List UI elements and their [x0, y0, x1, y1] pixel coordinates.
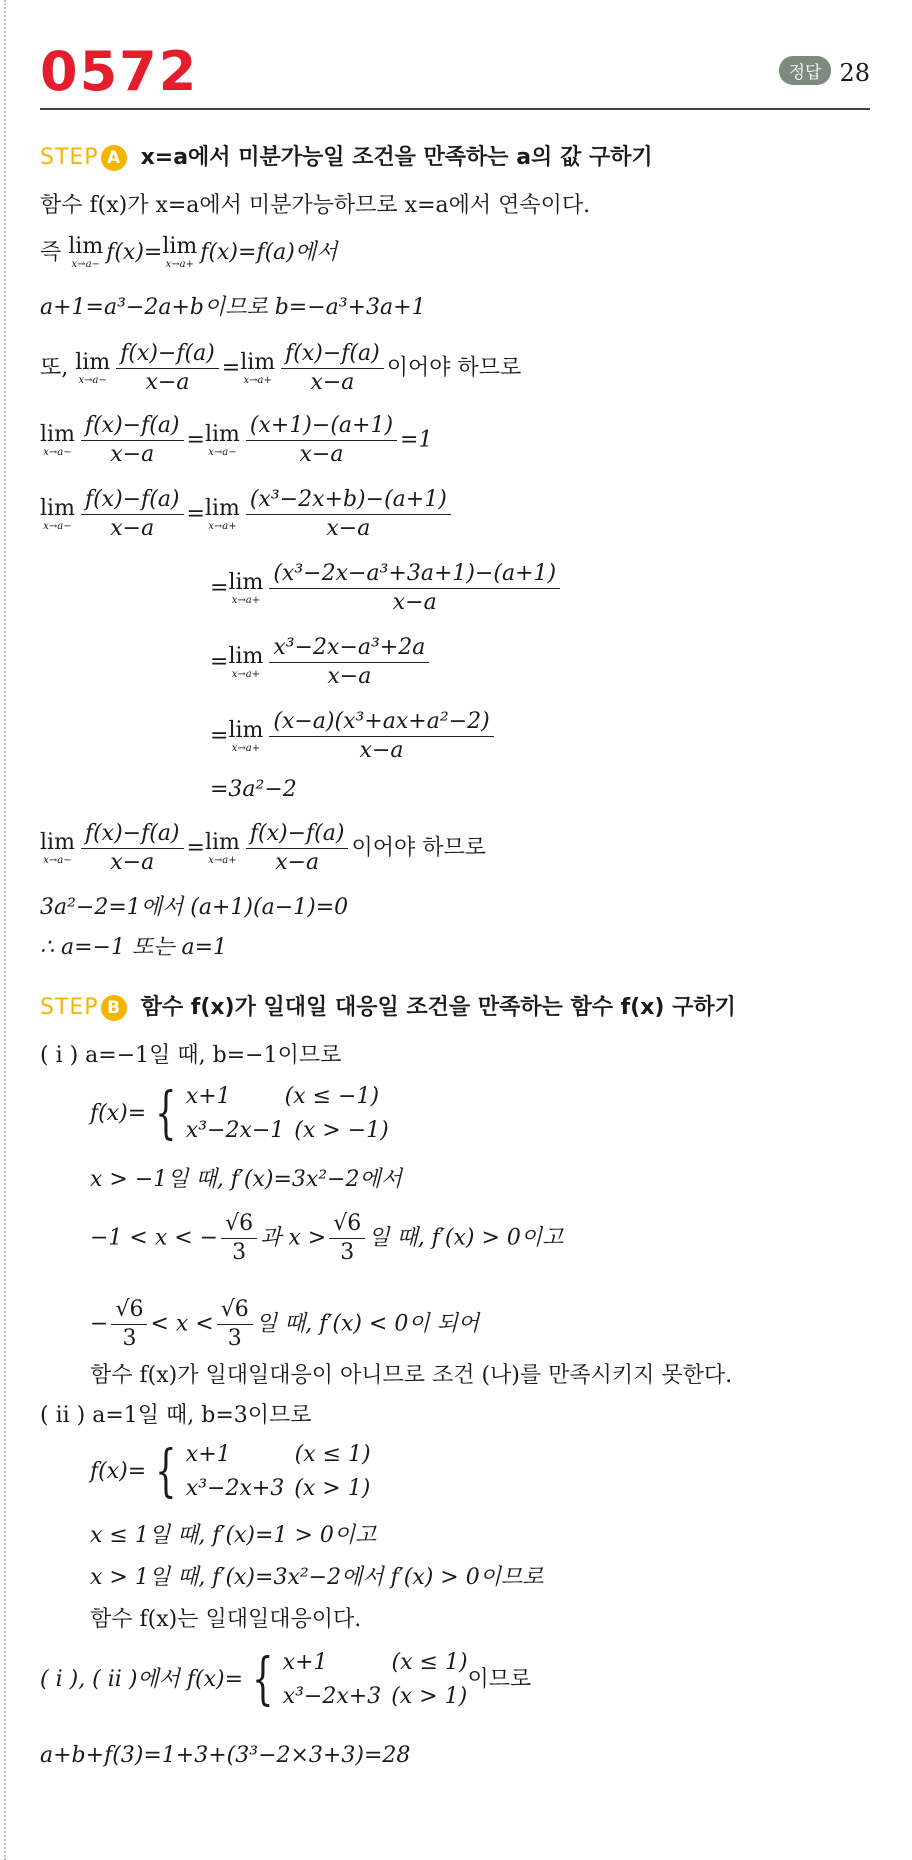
problem-header	[40, 40, 870, 110]
case-2-line-2: x > 1일 때, f′(x)=3x²−2에서 f′(x) > 0이므로	[90, 1565, 544, 1590]
final-answer-line: a+b+f(3)=1+3+(3³−2×3+3)=28	[40, 1743, 411, 1768]
step-a-line-3: a+1=a³−2a+b이므로 b=−a³+3a+1	[40, 295, 426, 320]
step-a-line-4: 또, lim x→a− $\frac{f(x)-f(a)}{x-a}$ = lim x→a+ $\frac{f(x)-f(a)}{x-a}$ 이어야 하므로	[40, 341, 522, 395]
answer-box	[779, 56, 870, 87]
lim-left: lim x→a−	[68, 234, 104, 270]
lim-right: lim x→a+	[162, 234, 198, 270]
step-a-line-1: 함수 f(x)가 x=a에서 미분가능하므로 x=a에서 연속이다.	[40, 193, 591, 218]
step-b-label: STEP	[40, 995, 99, 1020]
case-1-head: ( i ) a=−1일 때, b=−1이므로	[40, 1043, 342, 1068]
case-2-head: ( ii ) a=1일 때, b=3이므로	[40, 1403, 312, 1428]
case-2-line-1: x ≤ 1일 때, f′(x)=1 > 0이고	[90, 1523, 377, 1548]
case-1-line-3: − $\frac{√6}{3}$ < x < $\frac{√6}{3}$ 일 때, f′(x) < 0이 되어	[90, 1297, 480, 1351]
step-a-line-10: =3a²−2	[210, 777, 297, 802]
step-a-badge: A	[101, 145, 127, 171]
step-a-label: STEP	[40, 145, 99, 170]
step-a-heading	[40, 140, 653, 171]
step-a-line-11: lim x→a− $\frac{f(x)-f(a)}{x-a}$ = lim x→a+ $\frac{f(x)-f(a)}{x-a}$ 이어야 하므로	[40, 821, 486, 875]
step-a-line-6: lim x→a− $\frac{f(x)-f(a)}{x-a}$ = lim x→a+ $\frac{\text{(x³−2x+b)−(a+1)}}{x-a}$	[40, 486, 454, 543]
conclusion-line: ( i ), ( ii )에서 f(x)= { x+1 (x ≤ 1) x³−2x+3 (x > 1)이므로	[40, 1647, 532, 1712]
step-a-line-13: ∴ a=−1 또는 a=1	[40, 935, 228, 960]
step-a-line-2	[40, 236, 337, 270]
step-a-line-12: 3a²−2=1에서 (a+1)(a−1)=0	[40, 895, 349, 920]
step-a-line-8: = lim x→a+ $\frac{\text{x³−2x−a³+2a}}{x-a}$	[210, 634, 432, 691]
step-a-line-5: lim x→a− $\frac{f(x)-f(a)}{x-a}$ = lim x→a− $\frac{(x+1)-(a+1)}{x-a}$ =1	[40, 413, 433, 467]
step-b-heading	[40, 990, 736, 1021]
step-b-badge: B	[101, 995, 127, 1021]
answer-label: 정답	[779, 56, 832, 85]
case-1-line-2: −1 < x < − $\frac{√6}{3}$ 과 x > $\frac{√6}{3}$ 일 때, f′(x) > 0이고	[90, 1211, 564, 1265]
answer-value: 28	[839, 59, 870, 87]
case-2-line-3: 함수 f(x)는 일대일대응이다.	[90, 1607, 362, 1632]
problem-number: 0572	[40, 40, 199, 103]
page-margin-rule	[4, 0, 6, 1860]
word-jeuk: 즉	[40, 240, 62, 265]
case-1-line-4: 함수 f(x)가 일대일대응이 아니므로 조건 (나)를 만족시키지 못한다.	[90, 1363, 733, 1388]
step-a-line-9: = lim x→a+ $\frac{\text{(x−a)(x³+ax+a²−2)}}{x-a}$	[210, 708, 497, 765]
case-2-piecewise: f(x)= { x+1 (x ≤ 1) x³−2x+3 (x > 1)	[90, 1439, 371, 1504]
step-b-title: 함수 f(x)가 일대일 대응일 조건을 만족하는 함수 f(x) 구하기	[140, 995, 736, 1020]
step-a-title: x=a에서 미분가능일 조건을 만족하는 a의 값 구하기	[140, 145, 653, 170]
continuity-rest: f(x)=f(a)에서	[200, 240, 338, 265]
step-a-line-7: = lim x→a+ $\frac{\text{(x³−2x−a³+3a+1)−(a+1)}}{x-a}$	[210, 560, 563, 617]
case-1-piecewise: f(x)= { x+1 (x ≤ −1) x³−2x−1 (x > −1)	[90, 1081, 389, 1146]
case-1-line-1: x > −1일 때, f′(x)=3x²−2에서	[90, 1167, 403, 1192]
fx-eq: f(x)=	[106, 240, 163, 265]
